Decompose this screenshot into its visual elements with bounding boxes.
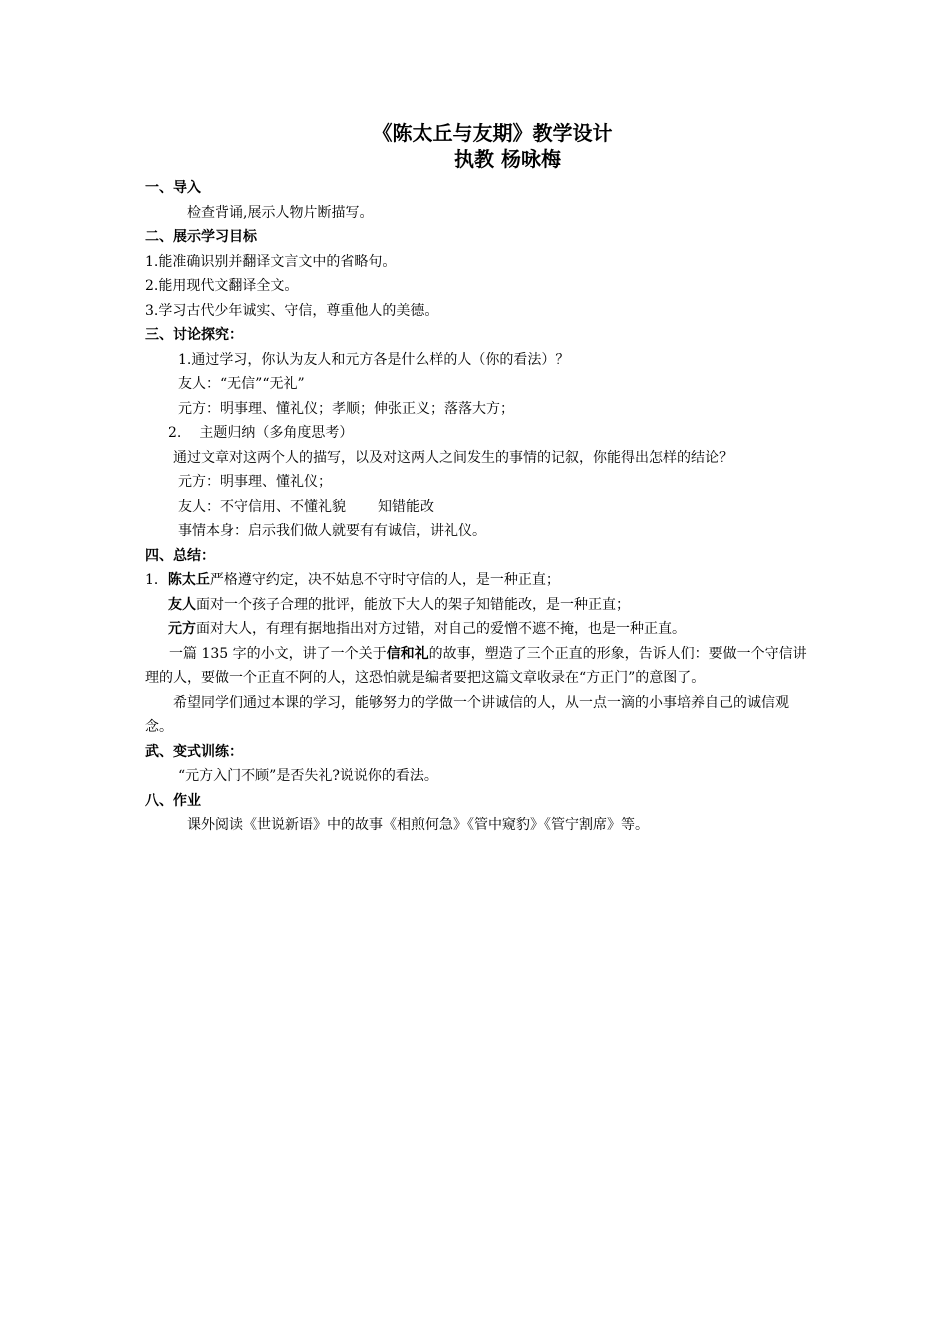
summary-text-chen: 严格遵守约定，决不姑息不守时守信的人，是一种正直； — [209, 572, 560, 588]
discussion-question-2-desc: 通过文章对这两个人的描写，以及对这两人之间发生的事情的记叙，你能得出怎样的结论？ — [173, 449, 733, 466]
question-2-number: 2. — [168, 425, 182, 441]
discussion-answer-yuanfang: 元方：明事理、懂礼仪；孝顺；伸张正义；落落大方； — [178, 400, 514, 417]
section-heading-discussion: 三、讨论探究： — [145, 327, 243, 343]
section-heading-homework: 八、作业 — [145, 792, 201, 809]
summary-number: 1． — [145, 572, 168, 588]
summary-paragraph-story — [145, 642, 810, 691]
conclusion-friend-extra: 知错能改 — [378, 498, 434, 515]
discussion-question-1: 1.通过学习，你认为友人和元方各是什么样的人（你的看法）？ — [178, 351, 570, 368]
conclusion-yuanfang: 元方：明事理、懂礼仪； — [178, 474, 332, 490]
summary-story-a: 一篇 135 字的小文，讲了一个关于 — [169, 645, 387, 662]
document-body — [145, 176, 810, 838]
intro-text: 检查背诵,展示人物片断描写。 — [187, 204, 374, 221]
summary-paragraph-hope: 希望同学们通过本课的学习，能够努力的学做一个讲诚信的人，从一点一滴的小事培养自己的诚信观念。 — [145, 694, 789, 735]
discussion-question-2 — [145, 421, 810, 446]
goal-item-2: 2.能用现代文翻译全文。 — [145, 278, 299, 294]
discussion-answer-friend: 友人：“无信”“无礼” — [178, 376, 305, 392]
summary-text-friend: 面对一个孩子合理的批评，能放下大人的架子知错能改，是一种正直； — [196, 596, 630, 613]
summary-line-1 — [145, 568, 810, 593]
question-2-text: 主题归纳（多角度思考） — [199, 425, 354, 441]
goal-item-1: 1.能准确识别并翻译文言文中的省略句。 — [145, 253, 397, 270]
goal-item-3: 3.学习古代少年诚实、守信，尊重他人的美德。 — [145, 302, 439, 319]
conclusion-event: 事情本身：启示我们做人就要有有诚信，讲礼仪。 — [178, 523, 486, 539]
summary-story-keyword: 信和礼 — [386, 645, 429, 662]
summary-story-b: 的故事，塑造了三个正直的形象，告诉人们：要做一个守信讲理的人，要做一个正直不阿的人，这恐怕就是编者要把这篇文章收录在“方正门”的意图了。 — [145, 645, 807, 686]
summary-text-yuanfang: 面对大人，有理有据地指出对方过错，对自己的爱憎不遮不掩，也是一种正直。 — [196, 621, 686, 637]
section-heading-goals: 二、展示学习目标 — [145, 229, 257, 245]
section-heading-intro: 一、导入 — [145, 180, 201, 196]
summary-name-chen: 陈太丘 — [167, 572, 210, 588]
section-heading-exercise: 武、变式训练： — [145, 743, 243, 760]
section-heading-summary: 四、总结： — [145, 547, 215, 564]
author-line: 执教 杨咏梅 — [454, 147, 561, 171]
homework-text: 课外阅读《世说新语》中的故事《相煎何急》《管中窥豹》《管宁割席》等。 — [187, 817, 649, 833]
exercise-text: “元方入门不顾”是否失礼?说说你的看法。 — [178, 768, 438, 784]
summary-line-2 — [145, 593, 810, 618]
document-title: 《陈太丘与友期》教学设计 — [372, 121, 613, 145]
summary-name-yuanfang: 元方 — [168, 621, 196, 637]
conclusion-friend — [145, 495, 810, 520]
summary-name-friend: 友人 — [168, 596, 196, 613]
summary-line-3 — [145, 617, 810, 642]
conclusion-friend-text: 友人：不守信用、不懂礼貌 — [178, 498, 346, 515]
document-page — [145, 120, 810, 838]
